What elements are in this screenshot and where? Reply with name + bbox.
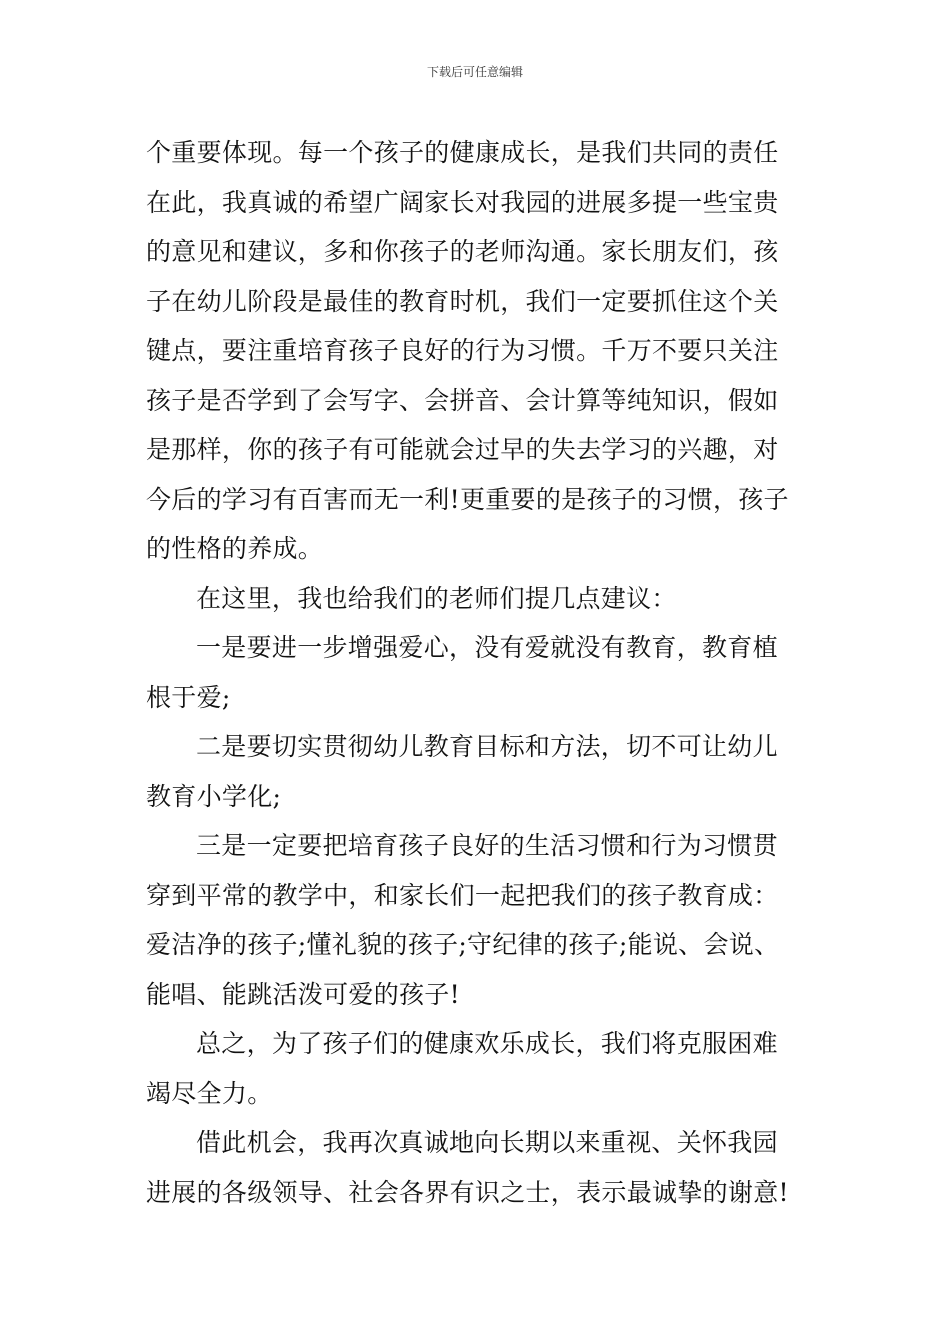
text-line: 二是要切实贯彻幼儿教育目标和方法，切不可让幼儿 (196, 732, 778, 761)
text-line: 借此机会，我再次真诚地向长期以来重视、关怀我园 (196, 1128, 778, 1157)
text-line: 竭尽全力。 (146, 1078, 273, 1108)
text-line: 是那样，你的孩子有可能就会过早的失去学习的兴趣，对 (146, 435, 779, 464)
text-line: 教育小学化; (146, 781, 282, 811)
text-line: 三是一定要把培育孩子良好的生活习惯和行为习惯贯 (196, 831, 778, 860)
text-line: 的意见和建议，多和你孩子的老师沟通。家长朋友们，孩 (146, 237, 779, 266)
text-line: 能唱、能跳活泼可爱的孩子! (146, 979, 460, 1009)
page-header: 下载后可任意编辑 (426, 65, 523, 79)
text-line: 爱洁净的孩子;懂礼貌的孩子;守纪律的孩子;能说、会说、 (146, 930, 780, 959)
text-line: 在此，我真诚的希望广阔家长对我园的进展多提一些宝贵 (146, 187, 779, 217)
text-line: 进展的各级领导、社会各界有识之士，表示最诚挚的谢意! (146, 1177, 789, 1207)
text-line: 的性格的养成。 (146, 534, 324, 563)
text-line: 在这里，我也给我们的老师们提几点建议： (196, 583, 677, 613)
text-line: 子在幼儿阶段是最佳的教育时机，我们一定要抓住这个关 (146, 286, 779, 316)
text-line: 总之，为了孩子们的健康欢乐成长，我们将克服困难 (196, 1029, 778, 1058)
text-line: 今后的学习有百害而无一利!更重要的是孩子的习惯，孩子 (146, 484, 789, 514)
text-line: 根于爱; (146, 682, 231, 712)
text-line: 键点，要注重培育孩子良好的行为习惯。千万不要只关注 (146, 336, 779, 365)
text-line: 个重要体现。每一个孩子的健康成长，是我们共同的责任 (146, 138, 779, 167)
text-line: 穿到平常的教学中，和家长们一起把我们的孩子教育成： (146, 880, 779, 910)
document-body (146, 128, 810, 1217)
text-line: 孩子是否学到了会写字、会拼音、会计算等纯知识，假如 (146, 385, 779, 415)
text-line: 一是要进一步增强爱心，没有爱就没有教育，教育植 (196, 633, 778, 662)
